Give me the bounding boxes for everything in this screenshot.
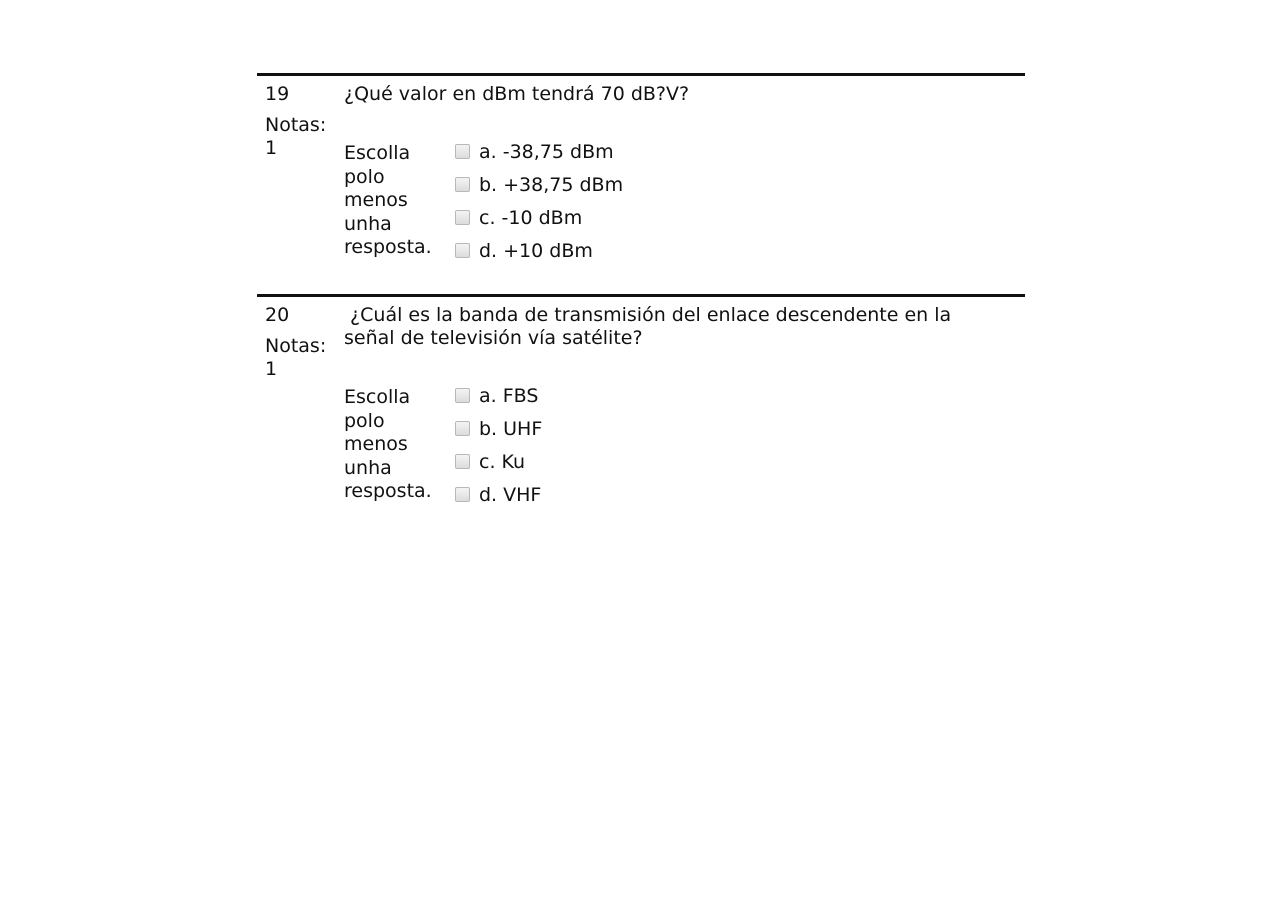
- grade-value: 1: [265, 137, 278, 159]
- option-label[interactable]: c. -10 dBm: [479, 207, 583, 229]
- option-label[interactable]: a. FBS: [479, 385, 539, 407]
- option-label[interactable]: d. VHF: [479, 484, 542, 506]
- question-20: [257, 294, 1025, 527]
- checkbox[interactable]: [455, 487, 470, 502]
- checkbox[interactable]: [455, 388, 470, 403]
- answer-option-b[interactable]: [455, 418, 542, 451]
- answer-options: [455, 385, 542, 517]
- answer-options: [455, 141, 623, 273]
- answer-option-c[interactable]: [455, 451, 542, 484]
- answer-option-a[interactable]: [455, 141, 623, 174]
- option-label[interactable]: b. +38,75 dBm: [479, 174, 624, 196]
- answer-option-a[interactable]: [455, 385, 542, 418]
- checkbox[interactable]: [455, 421, 470, 436]
- grade-label: Notas:: [265, 335, 327, 357]
- answer-prompt: Escolla polo menos unha resposta.: [344, 386, 432, 502]
- answer-option-d[interactable]: [455, 240, 623, 273]
- question-text: ¿Qué valor en dBm tendrá 70 dB?V?: [344, 83, 690, 105]
- question-number: 19: [265, 83, 290, 105]
- checkbox[interactable]: [455, 177, 470, 192]
- answer-option-d[interactable]: [455, 484, 542, 517]
- grade-value: 1: [265, 358, 278, 380]
- grade-label: Notas:: [265, 114, 327, 136]
- question-number: 20: [265, 304, 290, 326]
- checkbox[interactable]: [455, 243, 470, 258]
- question-info: [265, 83, 340, 160]
- answer-option-c[interactable]: [455, 207, 623, 240]
- question-info: [265, 304, 340, 381]
- option-label[interactable]: d. +10 dBm: [479, 240, 593, 262]
- question-19: [257, 73, 1025, 296]
- option-label[interactable]: a. -38,75 dBm: [479, 141, 614, 163]
- option-label[interactable]: b. UHF: [479, 418, 543, 440]
- answer-option-b[interactable]: [455, 174, 623, 207]
- answer-prompt: Escolla polo menos unha resposta.: [344, 142, 432, 258]
- checkbox[interactable]: [455, 144, 470, 159]
- question-text: ¿Cuál es la banda de transmisión del enlace descendente en la señal de televisión vía satélite?: [344, 304, 958, 349]
- checkbox[interactable]: [455, 454, 470, 469]
- option-label[interactable]: c. Ku: [479, 451, 526, 473]
- checkbox[interactable]: [455, 210, 470, 225]
